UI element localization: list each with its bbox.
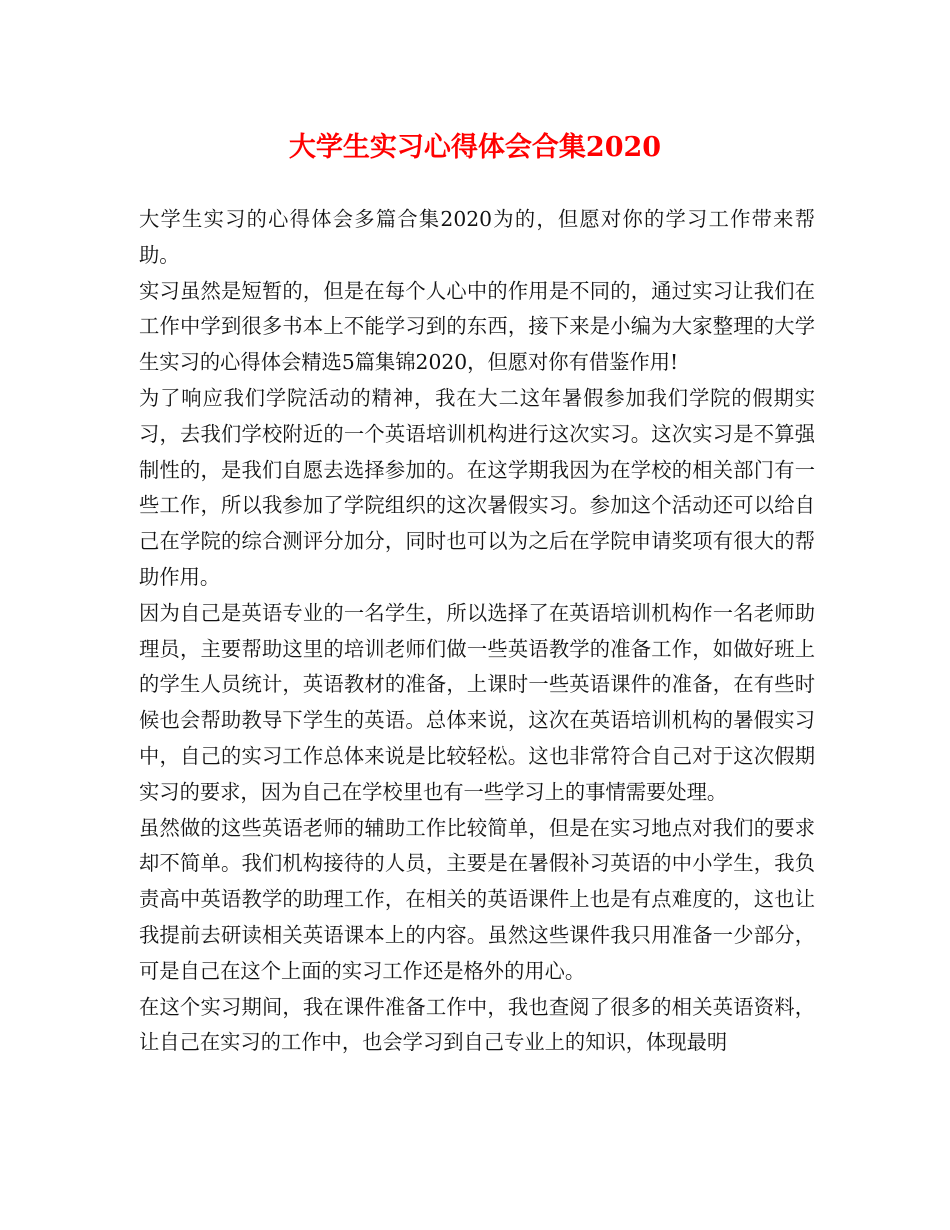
paragraph-1: 为了响应我们学院活动的精神，我在大二这年暑假参加我们学院的假期实习，去我们学校附近的一个英语培训机构进行这次实习。这次实习是不算强制性的，是我们自愿去选择参加的。在这学期我因为在学校的相关部门有一些工作，所以我参加了学院组织的这次暑假实习。参加这个活动还可以给自己在学院的综合测评分加分，同时也可以为之后在学院申请奖项有很大的帮助作用。: [139, 385, 815, 589]
paragraph-3: 虽然做的这些英语老师的辅助工作比较简单，但是在实习地点对我们的要求却不简单。我们机构接待的人员，主要是在暑假补习英语的中小学生，我负责高中英语教学的助理工作，在相关的英语课件上也是有点难度的，这也让我提前去研读相关英语课本上的内容。虽然这些课件我只用准备一少部分，可是自己在这个上面的实习工作还是格外的用心。: [139, 815, 815, 983]
paragraph-4: 在这个实习期间，我在课件准备工作中，我也查阅了很多的相关英语资料，让自己在实习的工作中，也会学习到自己专业上的知识，体现最明: [139, 994, 815, 1055]
document-body: [139, 202, 815, 1061]
paragraph-summary: 实习虽然是短暂的，但是在每个人心中的作用是不同的，通过实习让我们在工作中学到很多书本上不能学习到的东西，接下来是小编为大家整理的大学生实习的心得体会精选5篇集锦2020，但愿对你有借鉴作用!: [139, 278, 815, 375]
document-title: 大学生实习心得体会合集2020: [288, 132, 662, 163]
paragraph-intro: 大学生实习的心得体会多篇合集2020为的，但愿对你的学习工作带来帮助。: [139, 207, 815, 267]
paragraph-2: 因为自己是英语专业的一名学生，所以选择了在英语培训机构作一名老师助理员，主要帮助这里的培训老师们做一些英语教学的准备工作，如做好班上的学生人员统计，英语教材的准备，上课时一些英语课件的准备，在有些时候也会帮助教导下学生的英语。总体来说，这次在英语培训机构的暑假实习中，自己的实习工作总体来说是比较轻松。这也非常符合自己对于这次假期实习的要求，因为自己在学校里也有一些学习上的事情需要处理。: [139, 600, 815, 804]
